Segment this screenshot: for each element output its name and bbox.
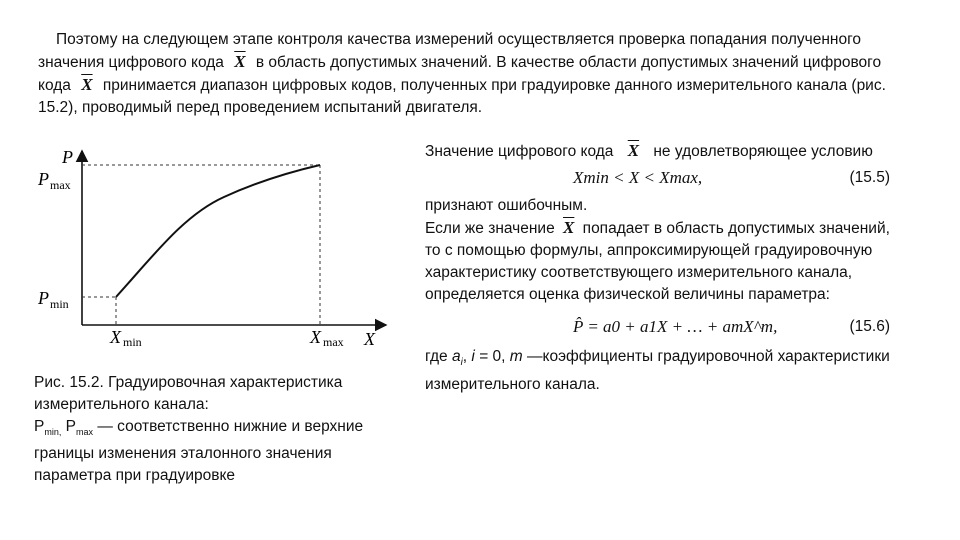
- s4-i: i: [471, 348, 475, 365]
- figure-caption: [34, 372, 394, 487]
- x-bar-symbol-4: $\overline{X}$: [563, 218, 575, 237]
- pmax-label: P: [38, 169, 49, 189]
- caption-max-sub: max: [76, 427, 94, 438]
- eq2-number: (15.6): [849, 318, 890, 335]
- intro-paragraph: [38, 29, 918, 119]
- s4-ai: a: [451, 348, 461, 365]
- s4: [425, 346, 895, 396]
- caption-line2: [34, 416, 394, 487]
- x-axis-label: X: [364, 329, 375, 349]
- s3b: попадает в область допустимых значений, то с помощью формулы, аппроксимирующей градуировочную характеристику соответствующего измерительного канала, определяется оценка физической величины параметра:: [425, 220, 890, 303]
- calibration-curve: [116, 165, 320, 297]
- xmin-label: X: [110, 327, 121, 347]
- eq2-formula: P̂ = a0 + a1X + … + amX^m,: [573, 317, 778, 336]
- x-bar-symbol: $\overline{X}$: [234, 52, 246, 71]
- s1a: Значение цифрового кода: [425, 143, 614, 160]
- right-column: [425, 140, 895, 396]
- intro-text-3: принимается диапазон цифровых кодов, полученных при градуировке данного измерительного канала (рис. 15.2), проводимый перед проведением испытаний двигателя.: [38, 77, 886, 116]
- caption-line1: Рис. 15.2. Градуировочная характеристика измерительного канала:: [34, 374, 343, 413]
- s4a: где: [425, 348, 448, 365]
- caption-min-sub: min,: [44, 427, 62, 438]
- s2: признают ошибочным.: [425, 197, 588, 214]
- caption-p2: P: [65, 418, 77, 435]
- equation-15-6: [425, 312, 895, 346]
- eq1-number: (15.5): [849, 169, 890, 186]
- xmax-sub: max: [323, 335, 344, 349]
- xmax-label: X: [310, 327, 321, 347]
- equation-15-5: [425, 163, 895, 195]
- pmin-sub: min: [50, 297, 69, 311]
- x-bar-symbol-2: $\overline{X}$: [81, 75, 93, 94]
- intro-text-1: Поэтому на следующем этапе контроля качества измерений осуществляется проверка попадания полученного значения цифрового кода: [38, 31, 862, 71]
- pmax-sub: max: [50, 178, 71, 192]
- s4-m: m: [509, 348, 523, 365]
- s4d: —коэффициенты градуировочной характеристики измерительного канала.: [425, 348, 890, 394]
- s4b: ,: [462, 348, 468, 365]
- caption-rest: — соответственно нижние и верхние границы изменения эталонного значения параметра при градуировке: [34, 418, 364, 485]
- xmin-sub: min: [123, 335, 142, 349]
- caption-p: P: [34, 418, 45, 435]
- s4-i-sub: i: [460, 357, 463, 369]
- condition-sentence: [425, 140, 895, 163]
- pmin-label: P: [38, 288, 49, 308]
- calibration-figure: [34, 145, 394, 351]
- eq1-formula: Xmin < X < Xmax,: [573, 168, 703, 187]
- x-bar-symbol-3: $\overline{X}$: [627, 141, 640, 160]
- y-axis-label: P: [62, 147, 73, 167]
- s3: [425, 217, 895, 306]
- s4c: = 0,: [479, 348, 506, 365]
- intro-text-2: в область допустимых значений. В качестве области допустимых значений цифрового кода: [38, 54, 882, 94]
- s1b: не удовлетворяющее условию: [653, 143, 873, 160]
- s3a: Если же значение: [425, 220, 555, 237]
